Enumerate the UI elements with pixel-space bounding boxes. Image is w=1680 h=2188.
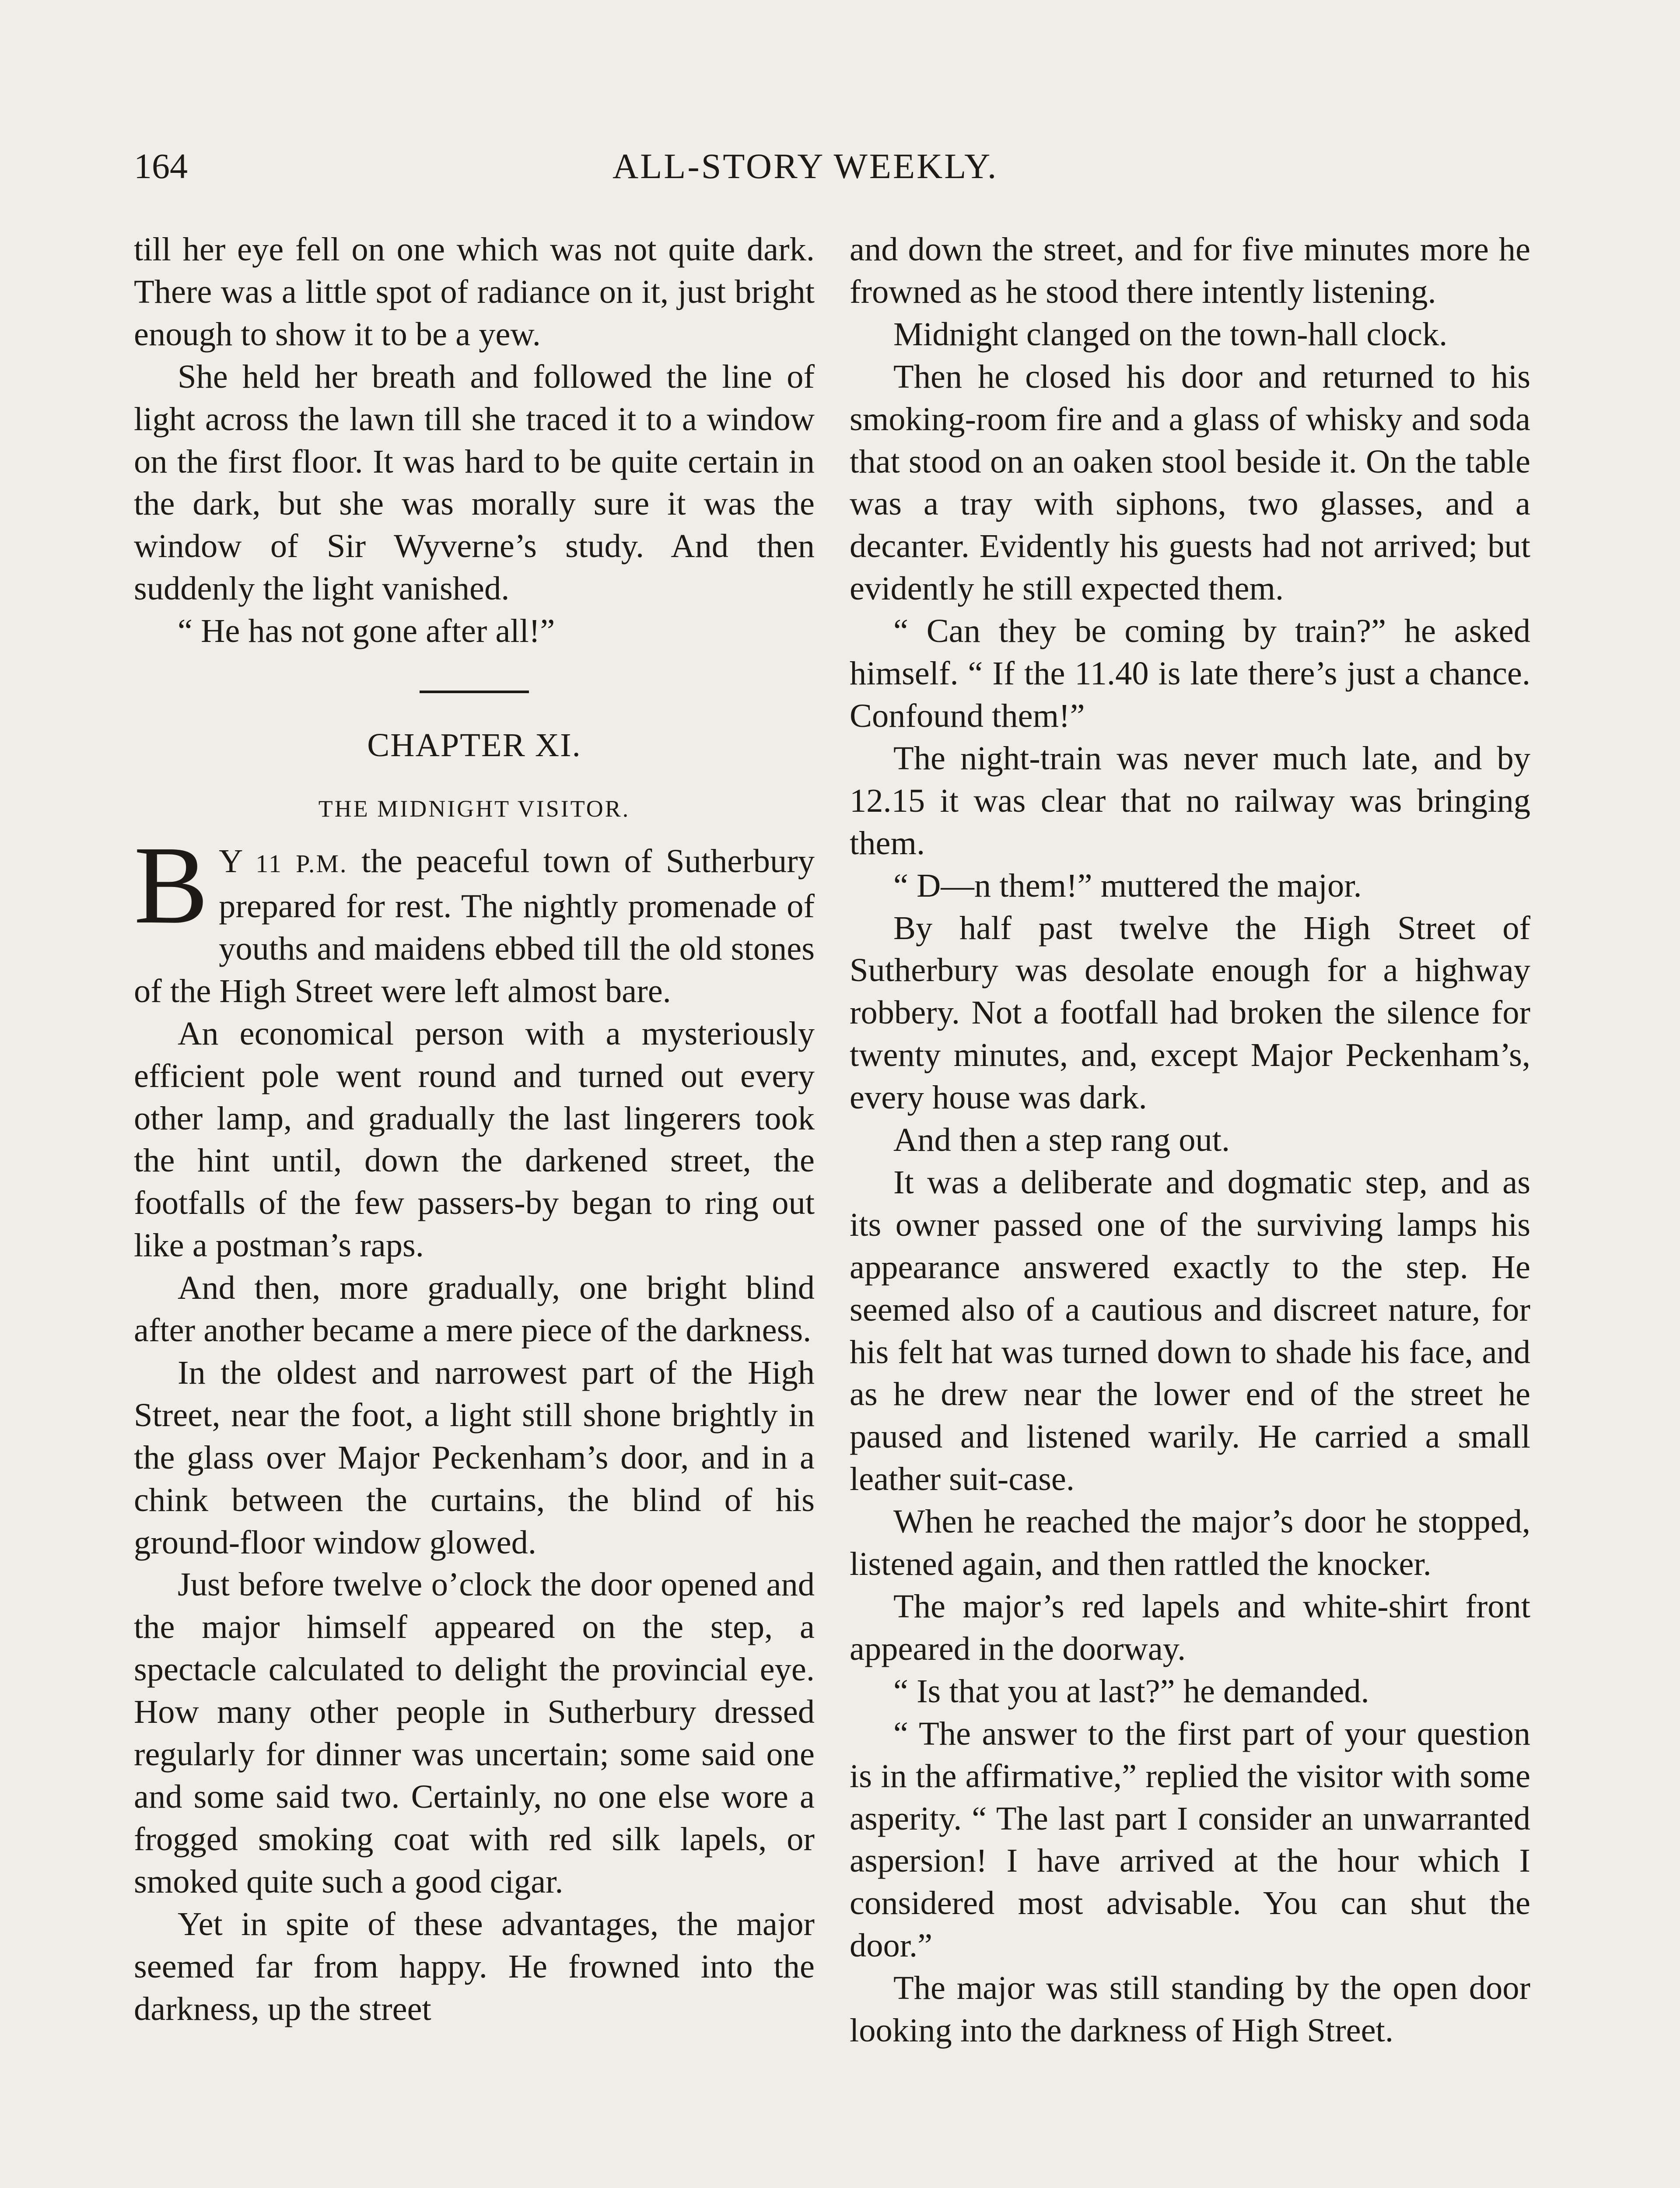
paragraph: “ D—n them!” muttered the major.	[893, 866, 1362, 904]
paragraph: When he reached the major’s door he stopped, listened again, and then rattled the knocker.	[850, 1503, 1530, 1583]
paragraph: “ Is that you at last?” he demanded.	[893, 1672, 1369, 1710]
left-column	[134, 228, 815, 2030]
section-divider	[420, 691, 529, 693]
paragraph: The major was still standing by the open door looking into the darkness of High Street.	[850, 1969, 1530, 2049]
chapter-subtitle: THE MIDNIGHT VISITOR.	[318, 796, 630, 822]
opening-text: the peaceful town of Sutherbury prepared for rest. The nightly promenade of youths and maidens ebbed till the old stones of the High Street were left almost bare.	[134, 842, 815, 1010]
paragraph: An economical person with a mysteriously efficient pole went round and turned out every other lamp, and gradually the last lingerers took the hint until, down the darkened street, the footfalls of the few passers-by began to ring out like a postman’s raps.	[134, 1014, 815, 1264]
paragraph: Midnight clanged on the town-hall clock.	[893, 315, 1448, 353]
paragraph: The night-train was never much late, and by 12.15 it was clear that no railway was bringing them.	[850, 739, 1530, 862]
running-head: ALL-STORY WEEKLY.	[612, 146, 998, 186]
paragraph: Then he closed his door and returned to his smoking-room fire and a glass of whisky and soda that stood on an oaken stool beside it. On the table was a tray with siphons, two glasses, and a decanter. Evidently his guests had not arrived; but evidently he still expected them.	[850, 358, 1530, 607]
paragraph: “ He has not gone after all!”	[178, 612, 555, 650]
right-column	[850, 228, 1530, 2052]
opening-time: 11 P.M.	[256, 849, 348, 878]
page-number: 164	[134, 146, 188, 186]
paragraph: The major’s red lapels and white-shirt front appeared in the doorway.	[850, 1588, 1530, 1667]
opening-word: Y	[219, 842, 242, 880]
chapter-title: CHAPTER XI.	[367, 726, 581, 764]
paragraph: “ The answer to the first part of your question is in the affirmative,” replied the visitor with some asperity. “ The last part I consider an unwarranted aspersion! I have arrived at the hour which I considered most advisable. You can shut the door.”	[850, 1715, 1530, 1964]
paragraph: By half past twelve the High Street of Sutherbury was desolate enough for a highway robbery. Not a footfall had broken the silence for twenty minutes, and, except Major Peckenham’s, every house was dark.	[850, 909, 1530, 1116]
paragraph: and down the street, and for five minutes more he frowned as he stood there intently listening.	[850, 231, 1530, 310]
paragraph: And then, more gradually, one bright blind after another became a mere piece of the darkness.	[134, 1269, 815, 1349]
paragraph: And then a step rang out.	[893, 1121, 1230, 1159]
paragraph: “ Can they be coming by train?” he asked himself. “ If the 11.40 is late there’s just a chance. Confound them!”	[850, 612, 1530, 734]
paragraph: Yet in spite of these advantages, the major seemed far from happy. He frowned into the darkness, up the street	[134, 1905, 815, 2027]
paragraph: It was a deliberate and dogmatic step, and as its owner passed one of the surviving lamps his appearance answered exactly to the step. He seemed also of a cautious and discreet nature, for his felt hat was turned down to shade his face, and as he drew near the lower end of the street he paused and listened warily. He carried a small leather suit-case.	[850, 1163, 1530, 1498]
paragraph: Just before twelve o’clock the door opened and the major himself appeared on the step, a spectacle calculated to delight the provincial eye. How many other people in Sutherbury dressed regularly for dinner was uncertain; some said one and some said two. Certainly, no one else wore a frogged smoking coat with red silk lapels, or smoked quite such a good cigar.	[134, 1566, 815, 1900]
drop-cap: B	[134, 824, 209, 947]
paragraph: In the oldest and narrowest part of the High Street, near the foot, a light still shone brightly in the glass over Major Peckenham’s door, and in a chink between the curtains, the blind of his ground-floor window glowed.	[134, 1353, 815, 1561]
paragraph: till her eye fell on one which was not quite dark. There was a little spot of radiance on it, just bright enough to show it to be a yew.	[134, 231, 815, 353]
chapter-opening-paragraph	[134, 824, 815, 1013]
paragraph: She held her breath and followed the line of light across the lawn till she traced it to a window on the first floor. It was hard to be quite certain in the dark, but she was morally sure it was the window of Sir Wyverne’s study. And then suddenly the light vanished.	[134, 358, 815, 607]
